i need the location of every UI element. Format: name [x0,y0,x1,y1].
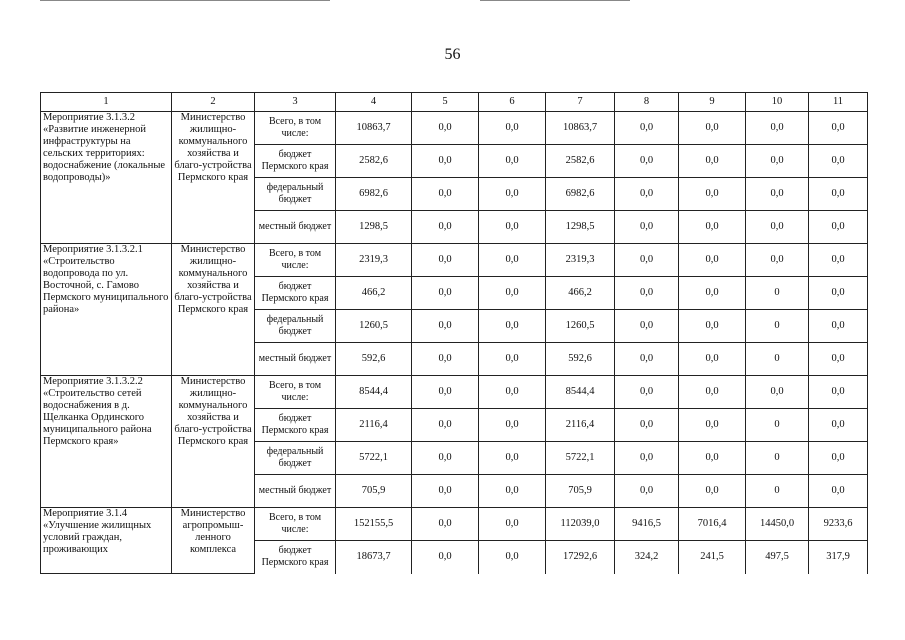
funding-source: Всего, в том числе: [255,112,336,145]
header-cell: 4 [336,93,412,112]
amount-cell: 0,0 [746,178,809,211]
amount-cell: 705,9 [546,475,615,508]
measure-name: Мероприятие 3.1.4 «Улучшение жилищных условий граждан, проживающих [41,508,172,574]
amount-cell: 0,0 [412,310,479,343]
amount-cell: 2319,3 [336,244,412,277]
responsible-executor: Министерство жилищно-коммунального хозяйства и благо-устройства Пермского края [172,112,255,244]
amount-cell: 0,0 [615,409,679,442]
amount-cell: 0,0 [412,376,479,409]
amount-cell: 0,0 [479,343,546,376]
amount-cell: 2116,4 [336,409,412,442]
funding-source: федеральный бюджет [255,310,336,343]
amount-cell: 317,9 [809,541,868,574]
amount-cell: 9233,6 [809,508,868,541]
amount-cell: 0,0 [479,376,546,409]
amount-cell: 0,0 [412,145,479,178]
amount-cell: 0,0 [615,178,679,211]
amount-cell: 0,0 [615,343,679,376]
amount-cell: 0,0 [679,343,746,376]
header-cell: 5 [412,93,479,112]
funding-source: Всего, в том числе: [255,508,336,541]
header-cell: 6 [479,93,546,112]
responsible-executor: Министерство агропромыш-ленного комплекса [172,508,255,574]
amount-cell: 0,0 [479,178,546,211]
page-number: 56 [444,46,461,63]
amount-cell: 0,0 [412,541,479,574]
header-row [41,93,868,112]
amount-cell: 0,0 [809,343,868,376]
amount-cell: 0,0 [615,475,679,508]
header-cell: 2 [172,93,255,112]
amount-cell: 0,0 [809,475,868,508]
amount-cell: 0,0 [615,376,679,409]
amount-cell: 0 [746,277,809,310]
amount-cell: 0,0 [412,112,479,145]
amount-cell: 0,0 [809,244,868,277]
amount-cell: 0,0 [479,277,546,310]
amount-cell: 0 [746,310,809,343]
amount-cell: 8544,4 [546,376,615,409]
amount-cell: 324,2 [615,541,679,574]
amount-cell: 152155,5 [336,508,412,541]
amount-cell: 0,0 [746,112,809,145]
header-cell: 3 [255,93,336,112]
amount-cell: 497,5 [746,541,809,574]
amount-cell: 0,0 [479,508,546,541]
amount-cell: 0,0 [679,475,746,508]
amount-cell: 0,0 [615,244,679,277]
amount-cell: 7016,4 [679,508,746,541]
amount-cell: 0,0 [479,541,546,574]
top-rule-right [480,0,630,1]
amount-cell: 5722,1 [546,442,615,475]
amount-cell: 6982,6 [336,178,412,211]
amount-cell: 0,0 [479,310,546,343]
amount-cell: 0,0 [479,244,546,277]
table-row [41,508,868,541]
amount-cell: 0,0 [746,244,809,277]
amount-cell: 0,0 [809,178,868,211]
amount-cell: 1260,5 [336,310,412,343]
header-cell: 11 [809,93,868,112]
funding-source: Всего, в том числе: [255,244,336,277]
measure-name: Мероприятие 3.1.3.2.2 «Строительство сетей водоснабжения в д. Щелканка Ординского муниципального района Пермского края» [41,376,172,508]
funding-source: бюджет Пермского края [255,541,336,574]
amount-cell: 8544,4 [336,376,412,409]
header-cell: 9 [679,93,746,112]
amount-cell: 2319,3 [546,244,615,277]
amount-cell: 466,2 [336,277,412,310]
amount-cell: 1298,5 [546,211,615,244]
amount-cell: 592,6 [546,343,615,376]
amount-cell: 0,0 [479,442,546,475]
amount-cell: 0 [746,409,809,442]
amount-cell: 2582,6 [336,145,412,178]
header-cell: 7 [546,93,615,112]
amount-cell: 0,0 [479,409,546,442]
budget-table [40,92,868,574]
funding-source: местный бюджет [255,211,336,244]
amount-cell: 0,0 [679,178,746,211]
header-cell: 1 [41,93,172,112]
responsible-executor: Министерство жилищно-коммунального хозяйства и благо-устройства Пермского края [172,244,255,376]
amount-cell: 0,0 [615,145,679,178]
amount-cell: 0,0 [679,145,746,178]
amount-cell: 0,0 [412,409,479,442]
amount-cell: 1298,5 [336,211,412,244]
amount-cell: 0,0 [412,211,479,244]
amount-cell: 0,0 [679,409,746,442]
amount-cell: 0 [746,343,809,376]
amount-cell: 592,6 [336,343,412,376]
amount-cell: 0,0 [412,508,479,541]
amount-cell: 0,0 [479,112,546,145]
amount-cell: 0,0 [809,442,868,475]
amount-cell: 0,0 [809,277,868,310]
amount-cell: 0,0 [479,475,546,508]
amount-cell: 0,0 [809,112,868,145]
amount-cell: 112039,0 [546,508,615,541]
amount-cell: 0,0 [412,475,479,508]
amount-cell: 0,0 [615,211,679,244]
amount-cell: 18673,7 [336,541,412,574]
amount-cell: 2116,4 [546,409,615,442]
amount-cell: 14450,0 [746,508,809,541]
header-cell: 8 [615,93,679,112]
amount-cell: 0,0 [746,145,809,178]
amount-cell: 0,0 [679,376,746,409]
amount-cell: 0,0 [809,409,868,442]
table-row [41,244,868,277]
amount-cell: 0,0 [679,112,746,145]
funding-source: Всего, в том числе: [255,376,336,409]
amount-cell: 0,0 [679,211,746,244]
amount-cell: 17292,6 [546,541,615,574]
amount-cell: 5722,1 [336,442,412,475]
table-body [41,112,868,574]
amount-cell: 241,5 [679,541,746,574]
amount-cell: 0,0 [809,145,868,178]
amount-cell: 0,0 [615,310,679,343]
amount-cell: 0,0 [679,244,746,277]
amount-cell: 0,0 [412,244,479,277]
top-rule-left [40,0,330,1]
funding-source: бюджет Пермского края [255,145,336,178]
amount-cell: 0,0 [412,442,479,475]
funding-source: федеральный бюджет [255,178,336,211]
amount-cell: 10863,7 [336,112,412,145]
amount-cell: 0,0 [412,343,479,376]
funding-source: федеральный бюджет [255,442,336,475]
amount-cell: 0,0 [615,442,679,475]
amount-cell: 0,0 [615,277,679,310]
amount-cell: 0,0 [809,376,868,409]
amount-cell: 9416,5 [615,508,679,541]
header-cell: 10 [746,93,809,112]
amount-cell: 0 [746,442,809,475]
table-row [41,376,868,409]
amount-cell: 0,0 [746,376,809,409]
measure-name: Мероприятие 3.1.3.2.1 «Строительство водопровода по ул. Восточной, с. Гамово Пермского муниципального района» [41,244,172,376]
responsible-executor: Министерство жилищно-коммунального хозяйства и благо-устройства Пермского края [172,376,255,508]
funding-source: местный бюджет [255,475,336,508]
amount-cell: 0,0 [615,112,679,145]
amount-cell: 0,0 [679,310,746,343]
measure-name: Мероприятие 3.1.3.2 «Развитие инженерной инфраструктуры на сельских территориях: водоснабжение (локальные водопроводы)» [41,112,172,244]
amount-cell: 6982,6 [546,178,615,211]
amount-cell: 0,0 [809,310,868,343]
amount-cell: 0,0 [679,442,746,475]
funding-source: местный бюджет [255,343,336,376]
amount-cell: 0,0 [679,277,746,310]
amount-cell: 2582,6 [546,145,615,178]
amount-cell: 0,0 [746,211,809,244]
amount-cell: 466,2 [546,277,615,310]
amount-cell: 10863,7 [546,112,615,145]
amount-cell: 0,0 [479,211,546,244]
amount-cell: 0,0 [479,145,546,178]
amount-cell: 0,0 [412,277,479,310]
amount-cell: 0 [746,475,809,508]
amount-cell: 0,0 [809,211,868,244]
funding-source: бюджет Пермского края [255,277,336,310]
funding-source: бюджет Пермского края [255,409,336,442]
amount-cell: 0,0 [412,178,479,211]
table-row [41,112,868,145]
amount-cell: 705,9 [336,475,412,508]
amount-cell: 1260,5 [546,310,615,343]
